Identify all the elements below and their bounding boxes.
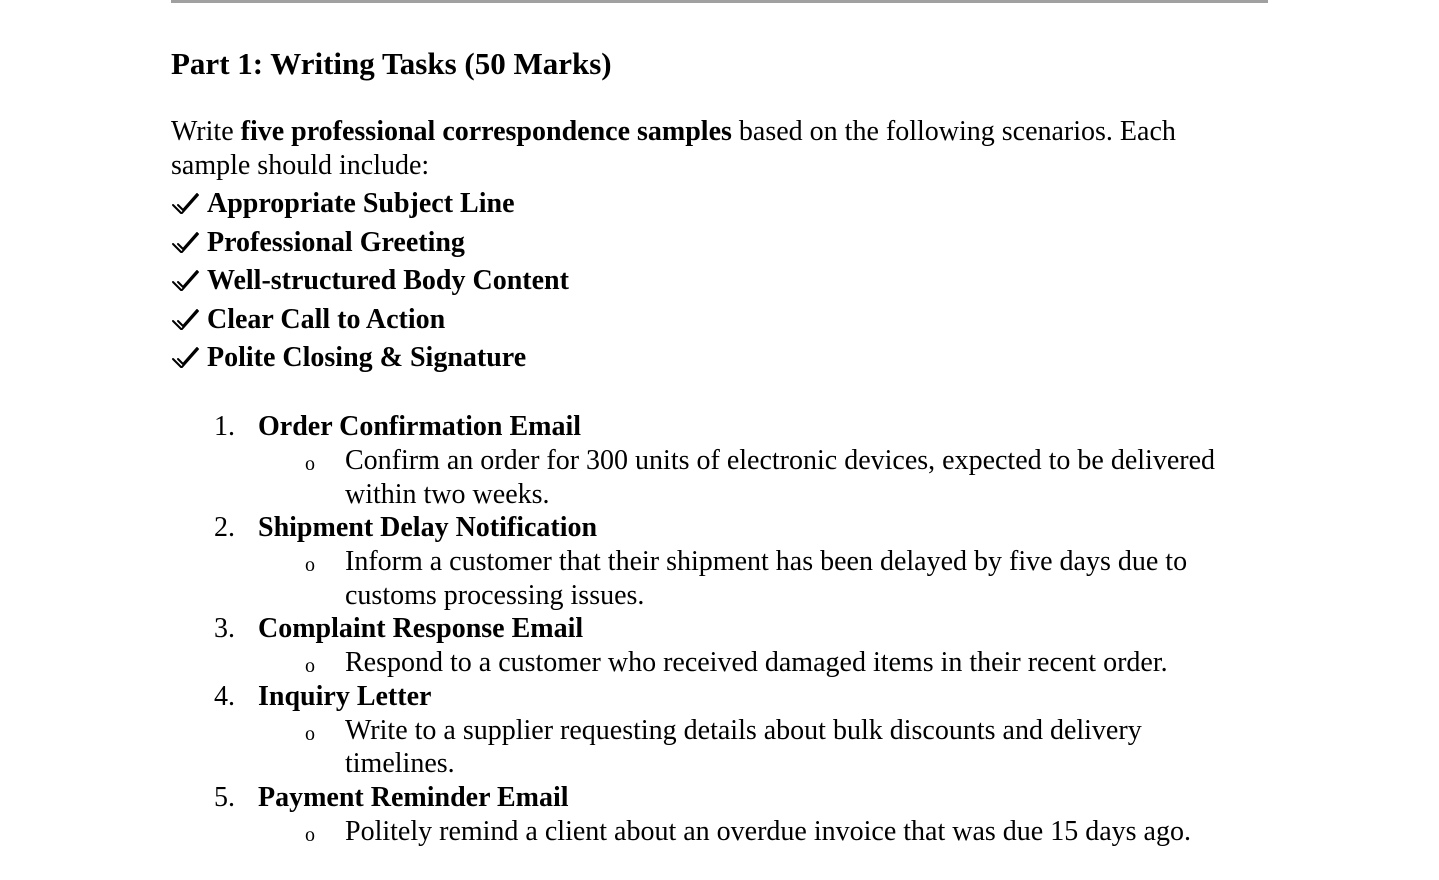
hollow-bullet-icon: o: [305, 655, 315, 677]
checklist-item: [171, 185, 569, 224]
checklist-label: Appropriate Subject Line: [207, 188, 515, 220]
task-item: [171, 612, 1268, 680]
intro-text-before: Write: [171, 116, 241, 147]
intro-text-bold: five professional correspondence samples: [240, 116, 732, 147]
task-title: Order Confirmation Email: [258, 411, 582, 442]
task-number: 2.: [214, 512, 235, 543]
task-item: [171, 680, 1268, 781]
checklist-item: [171, 224, 569, 263]
task-title: Complaint Response Email: [258, 613, 584, 644]
checklist-label: Well-structured Body Content: [207, 265, 569, 297]
checklist-label: Polite Closing & Signature: [207, 342, 527, 374]
task-detail: [171, 714, 1268, 781]
checklist-item: [171, 262, 569, 301]
task-title: Shipment Delay Notification: [258, 512, 598, 543]
task-detail: [171, 646, 1268, 680]
top-divider: [171, 0, 1268, 3]
section-heading: Part 1: Writing Tasks (50 Marks): [171, 46, 612, 81]
task-header: [171, 410, 1268, 444]
task-detail-text: Respond to a customer who received damaged items in their recent order.: [345, 647, 1168, 678]
hollow-bullet-icon: o: [305, 722, 315, 745]
task-header: [171, 781, 1268, 815]
check-mark-icon: [171, 230, 201, 256]
task-detail: [171, 444, 1268, 511]
checklist-label: Professional Greeting: [207, 226, 465, 258]
intro-paragraph: [171, 115, 1261, 183]
hollow-bullet-icon: o: [305, 453, 315, 475]
task-number: 3.: [214, 613, 235, 644]
checklist-label: Clear Call to Action: [207, 303, 446, 335]
requirements-checklist: [171, 185, 569, 378]
checklist-item: [171, 301, 569, 340]
task-detail-text: Politely remind a client about an overdue invoice that was due 15 days ago.: [345, 815, 1191, 847]
task-header: [171, 612, 1268, 646]
task-item: [171, 410, 1268, 511]
task-detail-text: Confirm an order for 300 units of electronic devices, expected to be delivered within two weeks.: [345, 445, 1216, 510]
task-detail-text: Write to a supplier requesting details about bulk discounts and delivery timelines.: [345, 714, 1142, 779]
task-number: 4.: [214, 680, 235, 712]
task-detail: [171, 815, 1268, 849]
task-header: [171, 511, 1268, 545]
check-mark-icon: [171, 307, 201, 333]
task-title: Inquiry Letter: [258, 680, 432, 712]
check-mark-icon: [171, 345, 201, 371]
check-mark-icon: [171, 268, 201, 294]
task-number: 5.: [214, 781, 235, 813]
task-item: [171, 781, 1268, 849]
intro-text-after: based on the following scenarios. Each sample should include:: [171, 116, 1176, 181]
task-header: [171, 680, 1268, 714]
task-number: 1.: [214, 411, 235, 442]
hollow-bullet-icon: o: [305, 554, 315, 576]
task-title: Payment Reminder Email: [258, 781, 569, 813]
task-item: [171, 511, 1268, 612]
task-list: [171, 410, 1268, 848]
checklist-item: [171, 339, 569, 378]
task-detail: [171, 545, 1268, 612]
check-mark-icon: [171, 191, 201, 217]
task-detail-text: Inform a customer that their shipment has been delayed by five days due to customs processing issues.: [345, 546, 1188, 611]
hollow-bullet-icon: o: [305, 823, 315, 846]
